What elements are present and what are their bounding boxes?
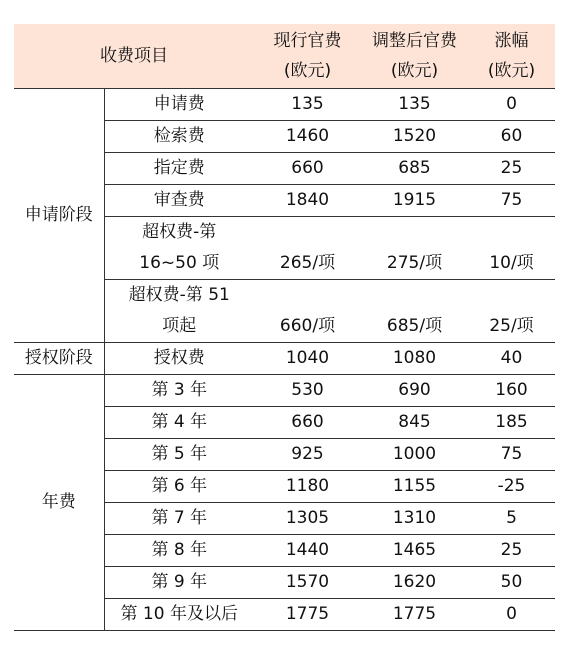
row-item: 第 9 年 [104,567,254,599]
row-current: 1775 [254,599,361,631]
row-current: 135 [254,89,361,121]
row-increase: -25 [468,471,555,503]
row-item-line1: 超权费-第 [142,222,217,242]
row-adjusted: 690 [361,375,468,407]
row-adjusted: 1775 [361,599,468,631]
header-adjusted-fee-line1: 调整后官费 [372,31,457,51]
row-current: 1040 [254,343,361,375]
row-current: 660/项 [254,280,361,343]
header-row [14,24,555,89]
row-increase: 75 [468,439,555,471]
row-item-line2: 项起 [162,316,197,336]
row-current: 1840 [254,185,361,217]
row-increase: 25 [468,535,555,567]
row-adjusted: 1080 [361,343,468,375]
row-item: 指定费 [104,153,254,185]
table-row [14,89,555,121]
row-item: 检索费 [104,121,254,153]
fee-table-container [14,24,555,631]
row-adjusted: 275/项 [361,217,468,280]
row-increase: 0 [468,599,555,631]
row-adjusted: 135 [361,89,468,121]
row-current: 1180 [254,471,361,503]
row-adjusted: 845 [361,407,468,439]
group-application: 申请阶段 [14,89,104,343]
row-item-line1: 超权费-第 51 [128,285,230,305]
row-adjusted: 1155 [361,471,468,503]
row-increase: 75 [468,185,555,217]
header-adjusted-fee [361,24,468,89]
row-increase: 10/项 [468,217,555,280]
row-current: 1440 [254,535,361,567]
row-adjusted: 685/项 [361,280,468,343]
group-grant: 授权阶段 [14,343,104,375]
row-adjusted: 685 [361,153,468,185]
row-increase: 5 [468,503,555,535]
row-increase: 25/项 [468,280,555,343]
row-current: 925 [254,439,361,471]
row-current: 1460 [254,121,361,153]
row-increase: 0 [468,89,555,121]
table-row [14,343,555,375]
row-adjusted: 1000 [361,439,468,471]
header-item: 收费项目 [14,24,254,89]
row-adjusted: 1465 [361,535,468,567]
row-item [104,280,254,343]
row-current: 1570 [254,567,361,599]
row-item: 申请费 [104,89,254,121]
row-item: 第 7 年 [104,503,254,535]
header-increase [468,24,555,89]
header-increase-line2: (欧元) [487,61,536,81]
row-item: 第 4 年 [104,407,254,439]
header-increase-line1: 涨幅 [494,31,529,51]
row-current: 1305 [254,503,361,535]
row-adjusted: 1310 [361,503,468,535]
row-adjusted: 1915 [361,185,468,217]
row-item: 第 10 年及以后 [104,599,254,631]
row-increase: 50 [468,567,555,599]
group-annual: 年费 [14,375,104,631]
row-increase: 160 [468,375,555,407]
row-item: 第 8 年 [104,535,254,567]
row-current: 660 [254,153,361,185]
fee-table [14,24,555,631]
row-item: 第 3 年 [104,375,254,407]
row-item: 授权费 [104,343,254,375]
header-current-fee [254,24,361,89]
header-adjusted-fee-line2: (欧元) [390,61,439,81]
row-item [104,217,254,280]
header-current-fee-line1: 现行官费 [273,31,342,51]
header-current-fee-line2: (欧元) [283,61,332,81]
row-increase: 185 [468,407,555,439]
row-adjusted: 1620 [361,567,468,599]
row-current: 265/项 [254,217,361,280]
row-increase: 25 [468,153,555,185]
row-adjusted: 1520 [361,121,468,153]
row-item-line2: 16~50 项 [139,253,220,273]
row-increase: 60 [468,121,555,153]
row-item: 审查费 [104,185,254,217]
row-item: 第 5 年 [104,439,254,471]
row-increase: 40 [468,343,555,375]
table-row [14,375,555,407]
row-current: 660 [254,407,361,439]
row-item: 第 6 年 [104,471,254,503]
row-current: 530 [254,375,361,407]
